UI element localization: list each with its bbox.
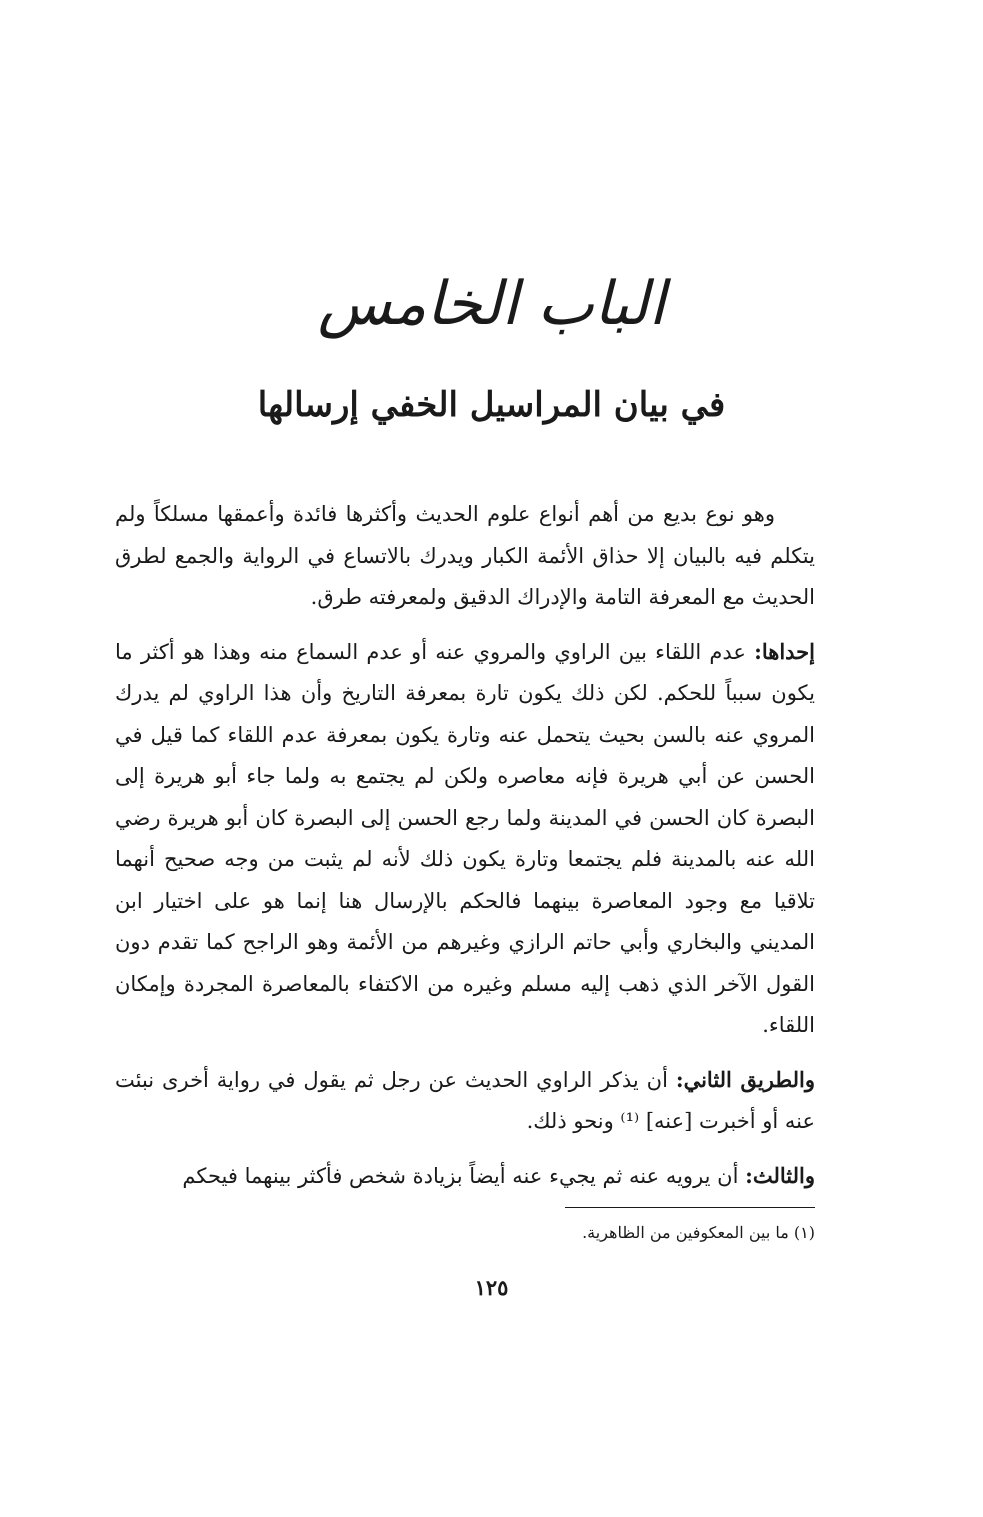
footnote: (١) ما بين المعكوفين من الظاهرية. [582, 1223, 815, 1242]
paragraph-intro [115, 493, 815, 619]
paragraph-lead: إحداها: [754, 638, 815, 664]
paragraph-text: عدم اللقاء بين الراوي والمروي عنه أو عدم السماع منه وهذا هو أكثر ما يكون سبباً للحكم. لكن ذلك يكون تارة بمعرفة التاريخ وأن هذا الراوي لم يدرك المروي عنه بالسن بحيث يتحمل عنه وتارة يكون بمعرفة عدم اللقاء كما قيل في الحسن عن أبي هريرة فإنه معاصره ولكن لم يجتمع به ولما جاء أبو هريرة إلى البصرة كان الحسن في المدينة ولما رجع الحسن إلى البصرة كان أبو هريرة رضي الله عنه بالمدينة فلم يجتمعا وتارة يكون ذلك لأنه لم يثبت من وجه صحيح أنهما تلاقيا مع وجود المعاصرة بينهما فالحكم بالإرسال هنا إنما هو على اختيار ابن المديني والبخاري وأبي حاتم الرازي وغيرهم من الأئمة وهو الراجح كما تقدم دون القول الآخر الذي ذهب إليه مسلم وغيره من الاكتفاء بالمعاصرة المجردة وإمكان اللقاء. [115, 639, 815, 1037]
paragraph-lead: والثالث: [745, 1162, 815, 1188]
body-text [115, 493, 815, 1209]
footnote-divider [565, 1207, 815, 1208]
paragraph-third-method [115, 1155, 815, 1198]
chapter-title: الباب الخامس [317, 269, 666, 339]
paragraph-text: وهو نوع بديع من أهم أنواع علوم الحديث وأكثرها فائدة وأعمقها مسلكاً ولم يتكلم فيه بالبيان إلا حذاق الأئمة الكبار ويدرك بالاتساع في الرواية والجمع لطرق الحديث مع المعرفة التامة والإدراك الدقيق ولمعرفته طرق. [115, 502, 815, 609]
paragraph-text: أن يرويه عنه ثم يجيء عنه أيضاً بزيادة شخص فأكثر بينهما فيحكم [182, 1163, 746, 1188]
paragraph-lead: والطريق الثاني: [675, 1066, 815, 1092]
paragraph-second-method [115, 1059, 815, 1143]
paragraph-text: أن يذكر الراوي الحديث عن رجل ثم يقول في رواية أخرى نبئت عنه أو أخبرت [عنه] ⁽¹⁾ ونحو ذلك. [115, 1067, 815, 1133]
page-number: ١٢٥ [474, 1275, 509, 1300]
chapter-subtitle: في بيان المراسيل الخفي إرسالها [257, 385, 726, 425]
paragraph-first-method [115, 631, 815, 1047]
